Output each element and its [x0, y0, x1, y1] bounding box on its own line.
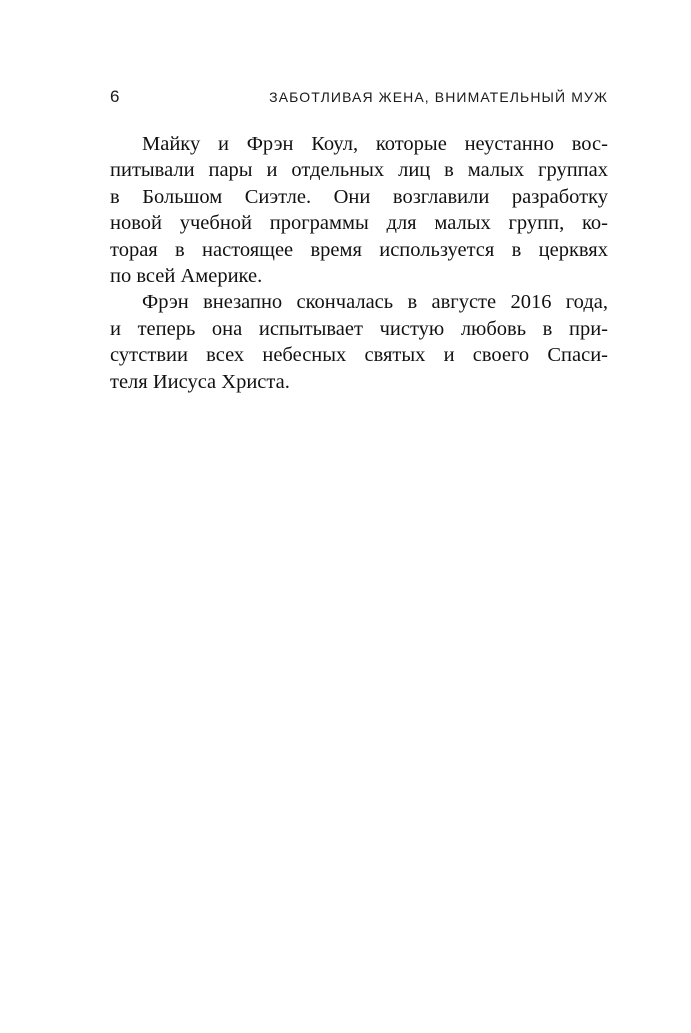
text-line: в Большом Сиэтле. Они возглавили разработку [110, 185, 608, 208]
text-line: сутствии всех небесных святых и своего Спаси- [110, 344, 608, 367]
paragraph-dedication [110, 131, 608, 289]
text-line: Майку и Фрэн Коул, которые неустанно вос- [142, 133, 608, 155]
running-title: ЗАБОТЛИВАЯ ЖЕНА, ВНИМАТЕЛЬНЫЙ МУЖ [269, 89, 608, 105]
running-head [110, 86, 608, 108]
body-text [110, 131, 608, 395]
text-line: новой учебной программы для малых групп, ко- [110, 212, 608, 235]
text-line: теля Иисуса Христа. [110, 370, 290, 393]
text-line: торая в настоящее время используется в церквях [110, 238, 608, 261]
text-line: и теперь она испытывает чистую любовь в при- [110, 317, 608, 340]
paragraph-memorial [110, 289, 608, 395]
text-line: Фрэн внезапно скончалась в августе 2016 года, [142, 291, 608, 314]
text-line: питывали пары и отдельных лиц в малых группах [110, 159, 608, 182]
text-line: по всей Америке. [110, 264, 263, 287]
page-number: 6 [110, 87, 120, 106]
